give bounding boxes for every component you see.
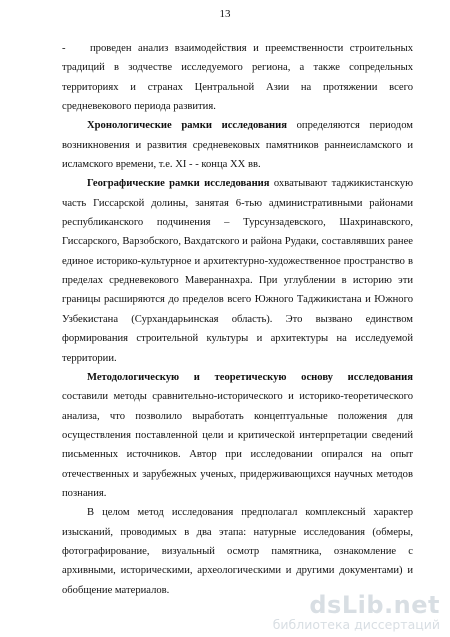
watermark-logo: [273, 590, 440, 619]
paragraph-methodology: [62, 368, 413, 503]
page-number: 13: [219, 8, 231, 20]
watermark-logo-tld: .net: [384, 590, 440, 619]
paragraph-chronology: [62, 116, 413, 174]
paragraph-text: охватывают таджикистанскую часть Гиссарской долины, занятая 6-тью административными районами республиканского подчинения – Турсунзадевского, Шахринавского, Гиссарского, Варзобского, Вахдатского и района Рудаки, составлявших ранее единое историко-культурное и архитектурно-художественное пространство в пределах средневекового Мавераннахра. При углублении в историю эти границы расширяются до пределов всего Южного Таджикистана и Южного Узбекистана (Сурхандарьинская область). Это вызвано единством формирования строительной культуры и архитектуры на исследуемой территории.: [62, 178, 413, 364]
paragraph-lead: Географические рамки исследования: [87, 178, 270, 190]
paragraph-method: [62, 503, 413, 600]
watermark: [272, 590, 440, 632]
paragraph-analysis: [62, 39, 413, 116]
document-body: [62, 39, 413, 600]
paragraph-geography: [62, 174, 413, 367]
paragraph-lead: Методологическую и теоретическую основу исследования: [87, 371, 413, 383]
watermark-logo-main: dsLib: [309, 590, 385, 619]
paragraph-text: определяются периодом возникновения и развития средневековых памятников раннеисламского и исламского времени, т.е. XI - - конца XX вв.: [62, 120, 413, 171]
paragraph-text: составили методы сравнительно-исторического и историко-теоретического анализа, что позволило выработать концептуальные положения для осуществления поставленной цели и критической интерпретации сведений письменных источников. Автор при исследовании опирался на опыт отечественных и зарубежных ученых, придерживающихся научных методов познания.: [62, 391, 413, 499]
paragraph-lead: Хронологические рамки исследования: [87, 120, 287, 132]
paragraph-text: проведен анализ взаимодействия и преемственности строительных традиций в зодчестве исследуемого региона, а также сопредельных территориях и странах Центральной Азии на протяжении всего средневекового периода развития.: [62, 43, 413, 113]
list-dash: -: [62, 43, 66, 54]
paragraph-text: В целом метод исследования предполагал комплексный характер изысканий, проводимых в два этапа: натурные исследования (обмеры, фотографирование, визуальный осмотр памятника, ознакомление с архивными, историческими, археологическими и другими документами) и обобщение материалов.: [62, 507, 413, 596]
watermark-subtitle: библиотека диссертаций: [272, 616, 440, 632]
